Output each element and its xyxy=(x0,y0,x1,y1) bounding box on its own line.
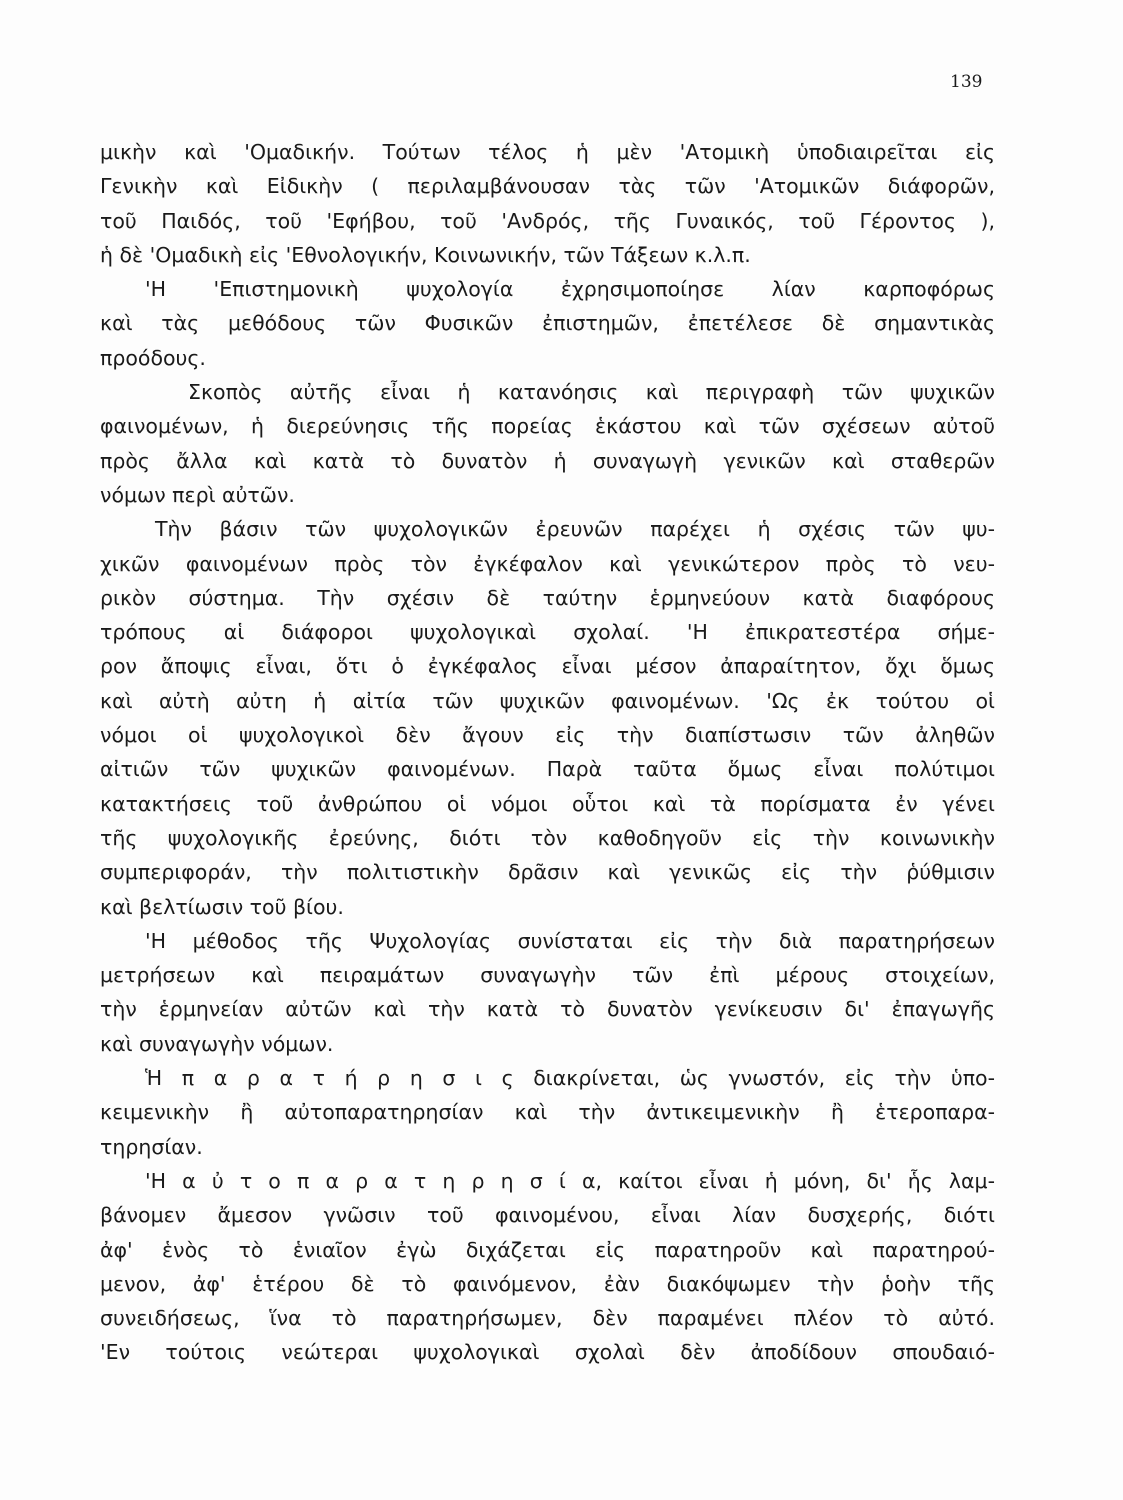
page-number: 139 xyxy=(950,72,983,92)
text-line: Τὴν βάσιν τῶν ψυχολογικῶν ἐρευνῶν παρέχει ἡ σχέσις τῶν ψυ- xyxy=(155,517,995,542)
text-line: καὶ συναγωγὴν νόμων. xyxy=(100,1031,334,1056)
body-text xyxy=(100,135,995,1370)
text-line: χικῶν φαινομένων πρὸς τὸν ἐγκέφαλον καὶ γενικώτερον πρὸς τὸ νευ- xyxy=(100,551,995,576)
text-line: μετρήσεων καὶ πειραμάτων συναγωγὴν τῶν ἐπὶ μέρους στοιχείων, xyxy=(100,963,995,988)
text-line: τὴν ἑρμηνείαν αὐτῶν καὶ τὴν κατὰ τὸ δυνατὸν γενίκευσιν δι' ἐπαγωγῆς xyxy=(100,997,995,1022)
text-line: τρόπους αἱ διάφοροι ψυχολογικαὶ σχολαί. 'Η ἐπικρατεστέρα σήμε- xyxy=(100,620,995,645)
text-line: καὶ αὐτὴ αὐτη ἡ αἰτία τῶν ψυχικῶν φαινομένων. 'Ως ἐκ τούτου οἱ xyxy=(100,688,995,713)
text-line: τῆς ψυχολογικῆς ἐρεύνης, διότι τὸν καθοδηγοῦν εἰς τὴν κοινωνικὴν xyxy=(100,825,995,850)
text-line: ἀφ' ἑνὸς τὸ ἑνιαῖον ἐγὼ διχάζεται εἰς παρατηροῦν καὶ παρατηρού- xyxy=(100,1237,995,1262)
text-line: καὶ τὰς μεθόδους τῶν Φυσικῶν ἐπιστημῶν, ἐπετέλεσε δὲ σημαντικὰς xyxy=(100,311,995,336)
text-line: 'Η 'Επιστημονικὴ ψυχολογία ἐχρησιμοποίησε λίαν καρποφόρως xyxy=(145,277,995,302)
text-line: ρον ἄποψις εἶναι, ὅτι ὁ ἐγκέφαλος εἶναι μέσον ἀπαραίτητον, ὄχι ὅμως xyxy=(100,654,995,679)
text-line: φαινομένων, ἡ διερεύνησις τῆς πορείας ἑκάστου καὶ τῶν σχέσεων αὐτοῦ xyxy=(100,414,995,439)
text-line: αἰτιῶν τῶν ψυχικῶν φαινομένων. Παρὰ ταῦτα ὅμως εἶναι πολύτιμοι xyxy=(100,757,995,782)
text-line: 'Η α ὐ τ ο π α ρ α τ η ρ η σ ί α, καίτοι εἶναι ἡ μόνη, δι' ἧς λαμ- xyxy=(145,1168,995,1193)
text-line: κειμενικὴν ἢ αὐτοπαρατηρησίαν καὶ τὴν ἀντικειμενικὴν ἢ ἑτεροπαρα- xyxy=(100,1100,995,1125)
text-line: 'Εν τούτοις νεώτεραι ψυχολογικαὶ σχολαὶ δὲν ἀποδίδουν σπουδαιό- xyxy=(100,1340,995,1365)
text-line: Σκοπὸς αὐτῆς εἶναι ἡ κατανόησις καὶ περιγραφὴ τῶν ψυχικῶν xyxy=(188,380,995,405)
text-line: προόδους. xyxy=(100,345,206,370)
text-line: μικὴν καὶ 'Ομαδικήν. Τούτων τέλος ἡ μὲν 'Ατομικὴ ὑποδιαιρεῖται εἰς xyxy=(100,140,995,164)
text-line: συνειδήσεως, ἵνα τὸ παρατηρήσωμεν, δὲν παραμένει πλέον τὸ αὐτό. xyxy=(100,1306,995,1331)
text-line: νόμων περὶ αὐτῶν. xyxy=(100,482,295,507)
text-line: ρικὸν σύστημα. Τὴν σχέσιν δὲ ταύτην ἑρμηνεύουν κατὰ διαφόρους xyxy=(100,585,995,610)
text-line: τοῦ Παιδός, τοῦ 'Εφήβου, τοῦ 'Ανδρός, τῆς Γυναικός, τοῦ Γέροντος ), xyxy=(100,208,995,233)
text-line: μενον, ἀφ' ἑτέρου δὲ τὸ φαινόμενον, ἐὰν διακόψωμεν τὴν ῥοὴν τῆς xyxy=(100,1271,995,1296)
text-line: τηρησίαν. xyxy=(100,1134,203,1159)
text-line: καὶ βελτίωσιν τοῦ βίου. xyxy=(100,894,344,919)
text-line: νόμοι οἱ ψυχολογικοὶ δὲν ἄγουν εἰς τὴν διαπίστωσιν τῶν ἀληθῶν xyxy=(100,723,995,748)
text-line: ἡ δὲ 'Ομαδικὴ εἰς 'Εθνολογικήν, Κοινωνικήν, τῶν Τάξεων κ.λ.π. xyxy=(100,242,751,267)
text-line: συμπεριφοράν, τὴν πολιτιστικὴν δρᾶσιν καὶ γενικῶς εἰς τὴν ῥύθμισιν xyxy=(100,860,995,885)
text-line: Γενικὴν καὶ Εἰδικὴν ( περιλαμβάνουσαν τὰς τῶν 'Ατομικῶν διάφορῶν, xyxy=(100,174,995,199)
text-line: 'Η μέθοδος τῆς Ψυχολογίας συνίσταται εἰς τὴν διὰ παρατηρήσεων xyxy=(145,928,995,953)
text-line: κατακτήσεις τοῦ ἀνθρώπου οἱ νόμοι οὗτοι καὶ τὰ πορίσματα ἐν γένει xyxy=(100,791,995,816)
text-line: Ἡ π α ρ α τ ή ρ η σ ι ς διακρίνεται, ὡς γνωστόν, εἰς τὴν ὑπο- xyxy=(145,1066,995,1091)
text-line: βάνομεν ἄμεσον γνῶσιν τοῦ φαινομένου, εἶναι λίαν δυσχερής, διότι xyxy=(100,1203,995,1228)
text-line: πρὸς ἄλλα καὶ κατὰ τὸ δυνατὸν ἡ συναγωγὴ γενικῶν καὶ σταθερῶν xyxy=(100,448,995,473)
